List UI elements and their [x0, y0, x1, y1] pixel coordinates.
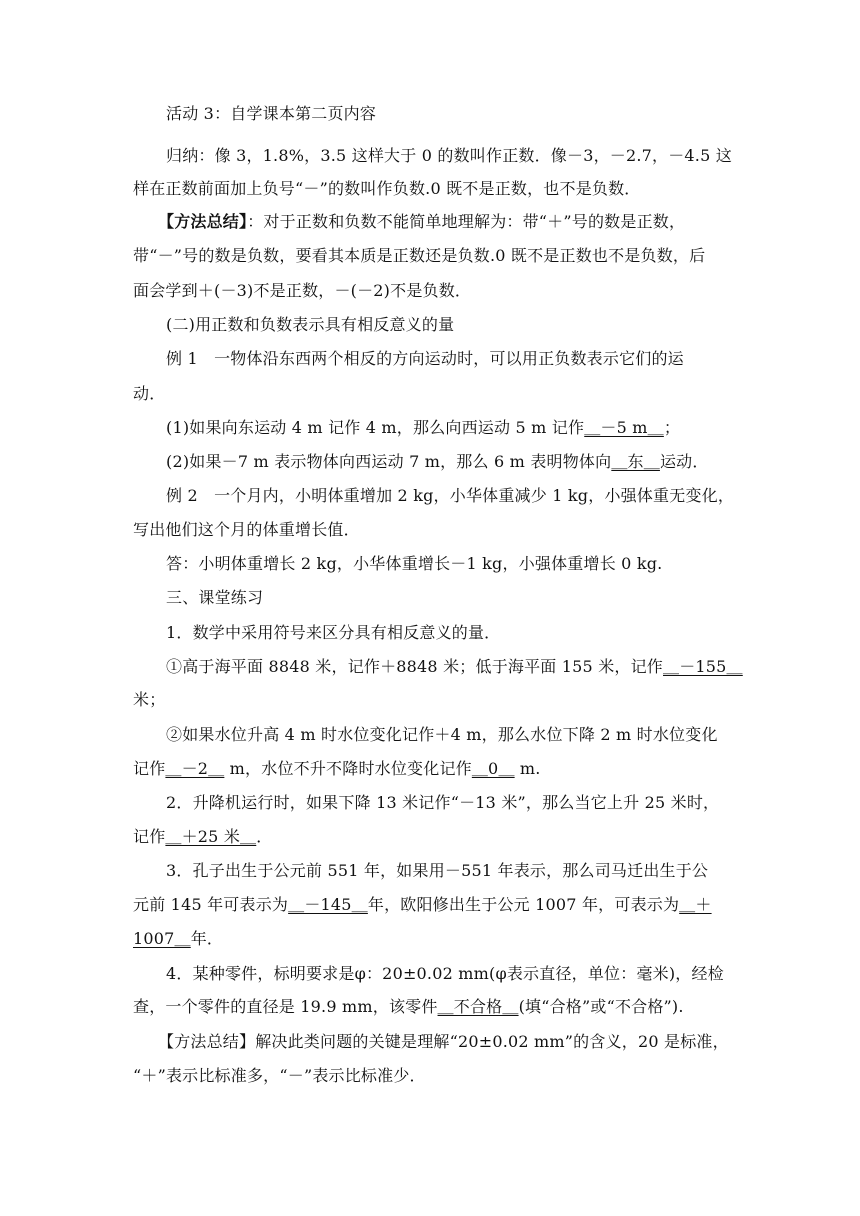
exercise-line: 3．孔子出生于公元前 551 年，如果用－551 年表示，那么司马迁出生于公 [166, 861, 709, 880]
paragraph-line: 样在正数前面加上负号“－”的数叫作负数.0 既不是正数，也不是负数． [133, 179, 641, 198]
answer-blank: ＿＋25 米＿ [165, 827, 257, 846]
question-line: 元前 145 年可表示为＿－145＿年，欧阳修出生于公元 1007 年，可表示为＿＋ [133, 895, 712, 914]
paragraph-line: 带“－”号的数是负数，要看其本质是正数还是负数.0 既不是正数也不是负数，后 [133, 246, 706, 265]
paragraph-line: 归纳：像 3，1.8%，3.5 这样大于 0 的数叫作正数．像－3，－2.7，－4.5 这 [166, 146, 732, 165]
exercise-line: 1．数学中采用符号来区分具有相反意义的量． [166, 623, 501, 642]
paragraph-line: 面会学到＋(－3)不是正数，－(－2)不是负数． [133, 281, 472, 300]
activity-heading: 活动 3：自学课本第二页内容 [166, 104, 377, 123]
paragraph-line: 米； [133, 690, 166, 709]
exercise-line: 2．升降机运行时，如果下降 13 米记作“－13 米”，那么当它上升 25 米时， [166, 793, 720, 812]
answer-blank: ＿＋ [679, 895, 712, 914]
section-heading: (二)用正数和负数表示具有相反意义的量 [166, 315, 455, 334]
example-line: 例 1 一物体沿东西两个相反的方向运动时，可以用正负数表示它们的运 [166, 349, 684, 368]
answer-blank: ＿－145＿ [288, 895, 368, 914]
paragraph-line: “＋”表示比标准多，“－”表示比标准少． [133, 1066, 426, 1085]
question-line: 记作＿－2＿ m，水位不升不降时水位变化记作＿0＿ m. [133, 759, 541, 778]
answer-blank: ＿－155＿ [663, 657, 743, 676]
method-summary-line: 【方法总结】解决此类问题的关键是理解“20±0.02 mm”的含义，20 是标准， [158, 1032, 729, 1051]
answer-blank: ＿0＿ [471, 759, 515, 778]
answer-blank: ＿不合格＿ [437, 997, 519, 1016]
question-line: 查，一个零件的直径是 19.9 mm，该零件＿不合格＿(填“合格”或“不合格”). [133, 997, 684, 1016]
question-line: ①高于海平面 8848 米，记作＋8848 米；低于海平面 155 米，记作＿－155＿ [166, 657, 743, 676]
paragraph-line: 写出他们这个月的体重增长值． [133, 520, 360, 539]
question-line: (1)如果向东运动 4 m 记作 4 m，那么向西运动 5 m 记作＿－5 m＿； [166, 418, 681, 437]
answer-blank: ＿东＿ [611, 452, 660, 471]
method-summary-line: 【方法总结】：对于正数和负数不能简单地理解为：带“＋”号的数是正数， [158, 212, 686, 231]
exercise-line: 4．某种零件，标明要求是φ：20±0.02 mm(φ表示直径，单位：毫米)，经检 [166, 964, 724, 983]
example-line: 例 2 一个月内，小明体重增加 2 kg，小华体重减少 1 kg，小强体重无变化， [166, 486, 735, 505]
question-line: 1007＿年． [133, 929, 224, 948]
answer-blank: ＿－2＿ [165, 759, 225, 778]
answer-blank: ＿－5 m＿ [584, 418, 664, 437]
answer-blank: 1007＿ [133, 929, 191, 948]
answer-line: 答：小明体重增长 2 kg，小华体重增长－1 kg，小强体重增长 0 kg. [166, 554, 663, 573]
question-line: ②如果水位升高 4 m 时水位变化记作＋4 m，那么水位下降 2 m 时水位变化 [166, 725, 718, 744]
question-line: (2)如果－7 m 表示物体向西运动 7 m，那么 6 m 表明物体向＿东＿运动． [166, 452, 709, 471]
section-heading: 三、课堂练习 [166, 588, 264, 607]
question-line: 记作＿＋25 米＿． [133, 827, 273, 846]
paragraph-line: 动． [133, 384, 166, 403]
